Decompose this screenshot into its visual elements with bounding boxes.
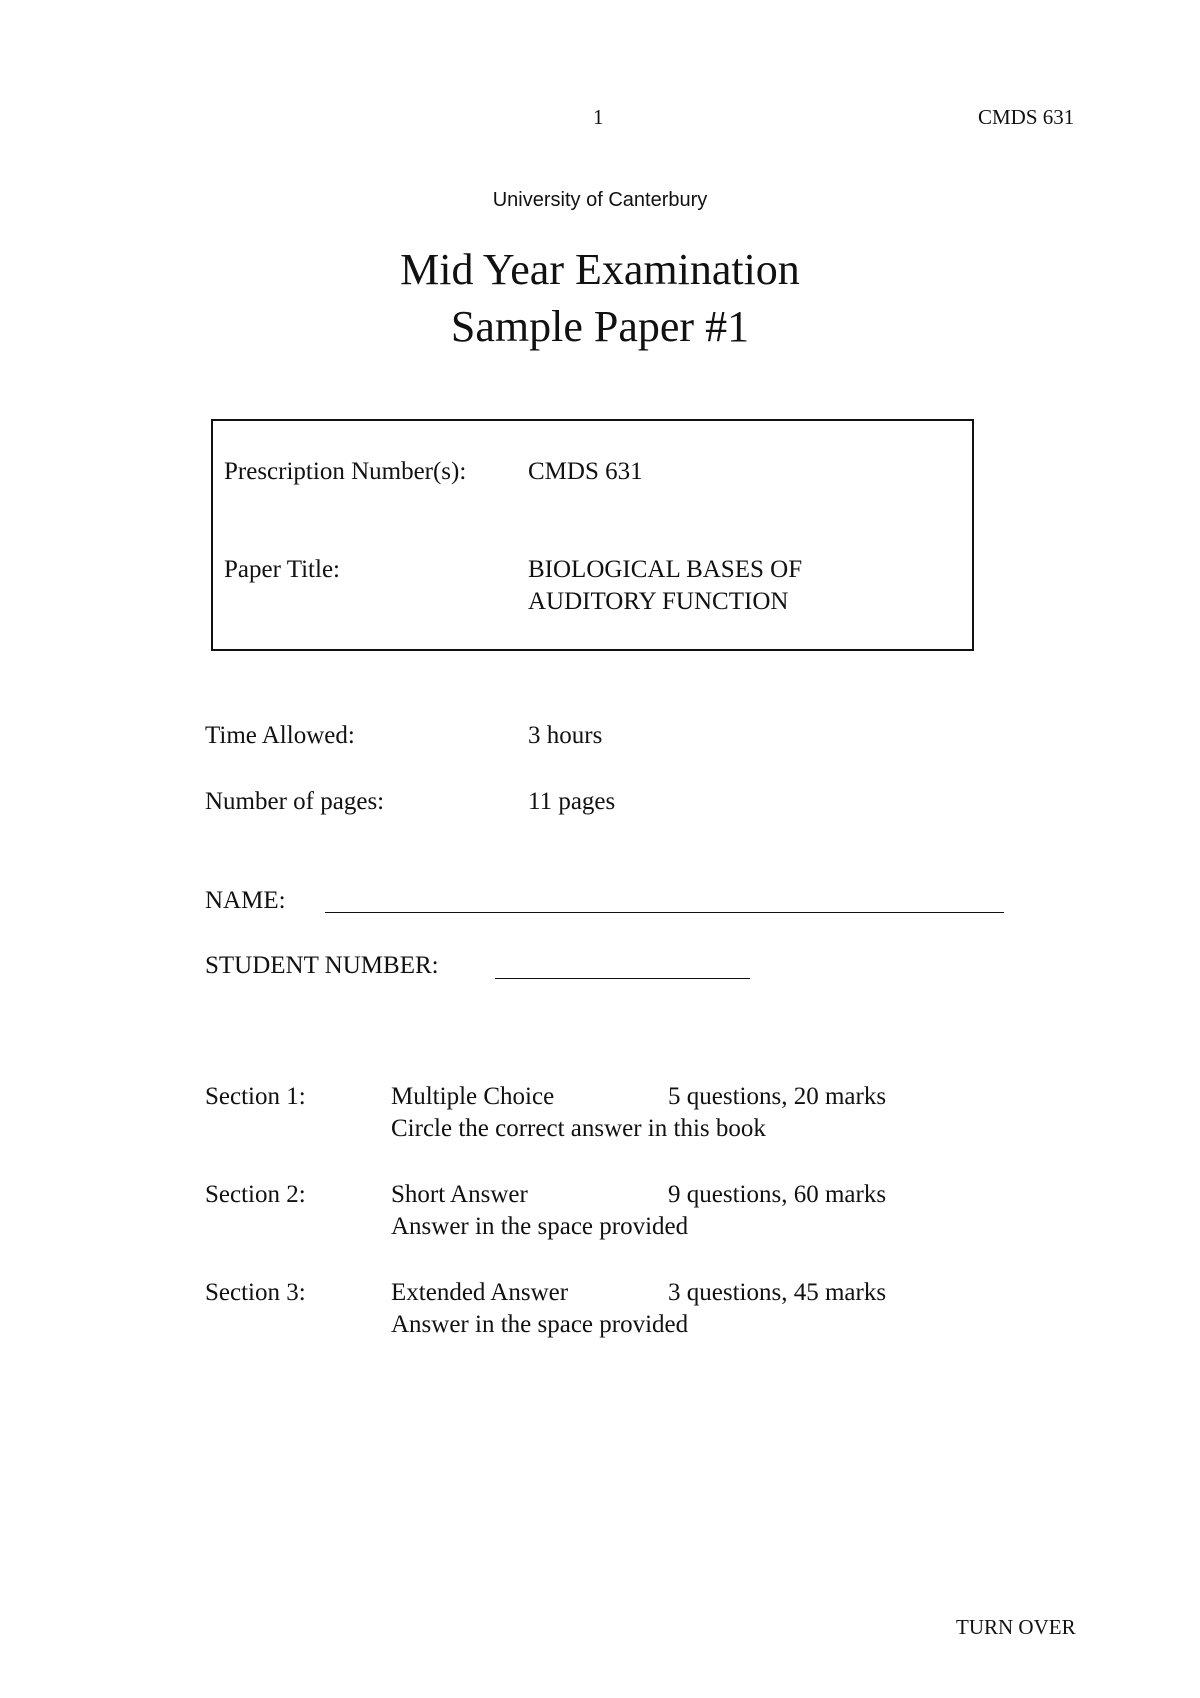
- time-allowed-value: 3 hours: [528, 722, 603, 749]
- exam-title: Mid Year Examination: [400, 245, 800, 294]
- paper-title-line1: BIOLOGICAL BASES OF: [528, 556, 803, 583]
- number-of-pages-label: Number of pages:: [205, 788, 385, 815]
- section-instruction: Circle the correct answer in this book: [391, 1115, 766, 1142]
- name-label: NAME:: [205, 887, 286, 914]
- section-label: Section 2:: [205, 1181, 306, 1208]
- student-number-label: STUDENT NUMBER:: [205, 952, 439, 979]
- section-type: Short Answer: [391, 1181, 528, 1208]
- section-summary: 3 questions, 45 marks: [668, 1279, 887, 1306]
- number-of-pages-value: 11 pages: [528, 788, 616, 815]
- university-name: University of Canterbury: [492, 189, 708, 211]
- section-summary: 9 questions, 60 marks: [668, 1181, 887, 1208]
- section-instruction: Answer in the space provided: [391, 1311, 689, 1338]
- section-type: Multiple Choice: [391, 1083, 555, 1110]
- page-number: 1: [593, 105, 604, 129]
- section-label: Section 3:: [205, 1279, 306, 1306]
- header-course-code: CMDS 631: [978, 105, 1075, 129]
- prescription-label: Prescription Number(s):: [224, 458, 467, 485]
- turn-over-note: TURN OVER: [956, 1615, 1076, 1639]
- name-blank-line[interactable]: [325, 912, 1004, 913]
- paper-title-label: Paper Title:: [224, 556, 340, 583]
- section-type: Extended Answer: [391, 1279, 569, 1306]
- section-label: Section 1:: [205, 1083, 306, 1110]
- section-instruction: Answer in the space provided: [391, 1213, 689, 1240]
- student-number-blank-line[interactable]: [495, 978, 750, 979]
- exam-subtitle: Sample Paper #1: [450, 302, 750, 351]
- section-summary: 5 questions, 20 marks: [668, 1083, 887, 1110]
- prescription-value: CMDS 631: [528, 458, 643, 485]
- paper-title-line2: AUDITORY FUNCTION: [528, 588, 789, 615]
- time-allowed-label: Time Allowed:: [205, 722, 355, 749]
